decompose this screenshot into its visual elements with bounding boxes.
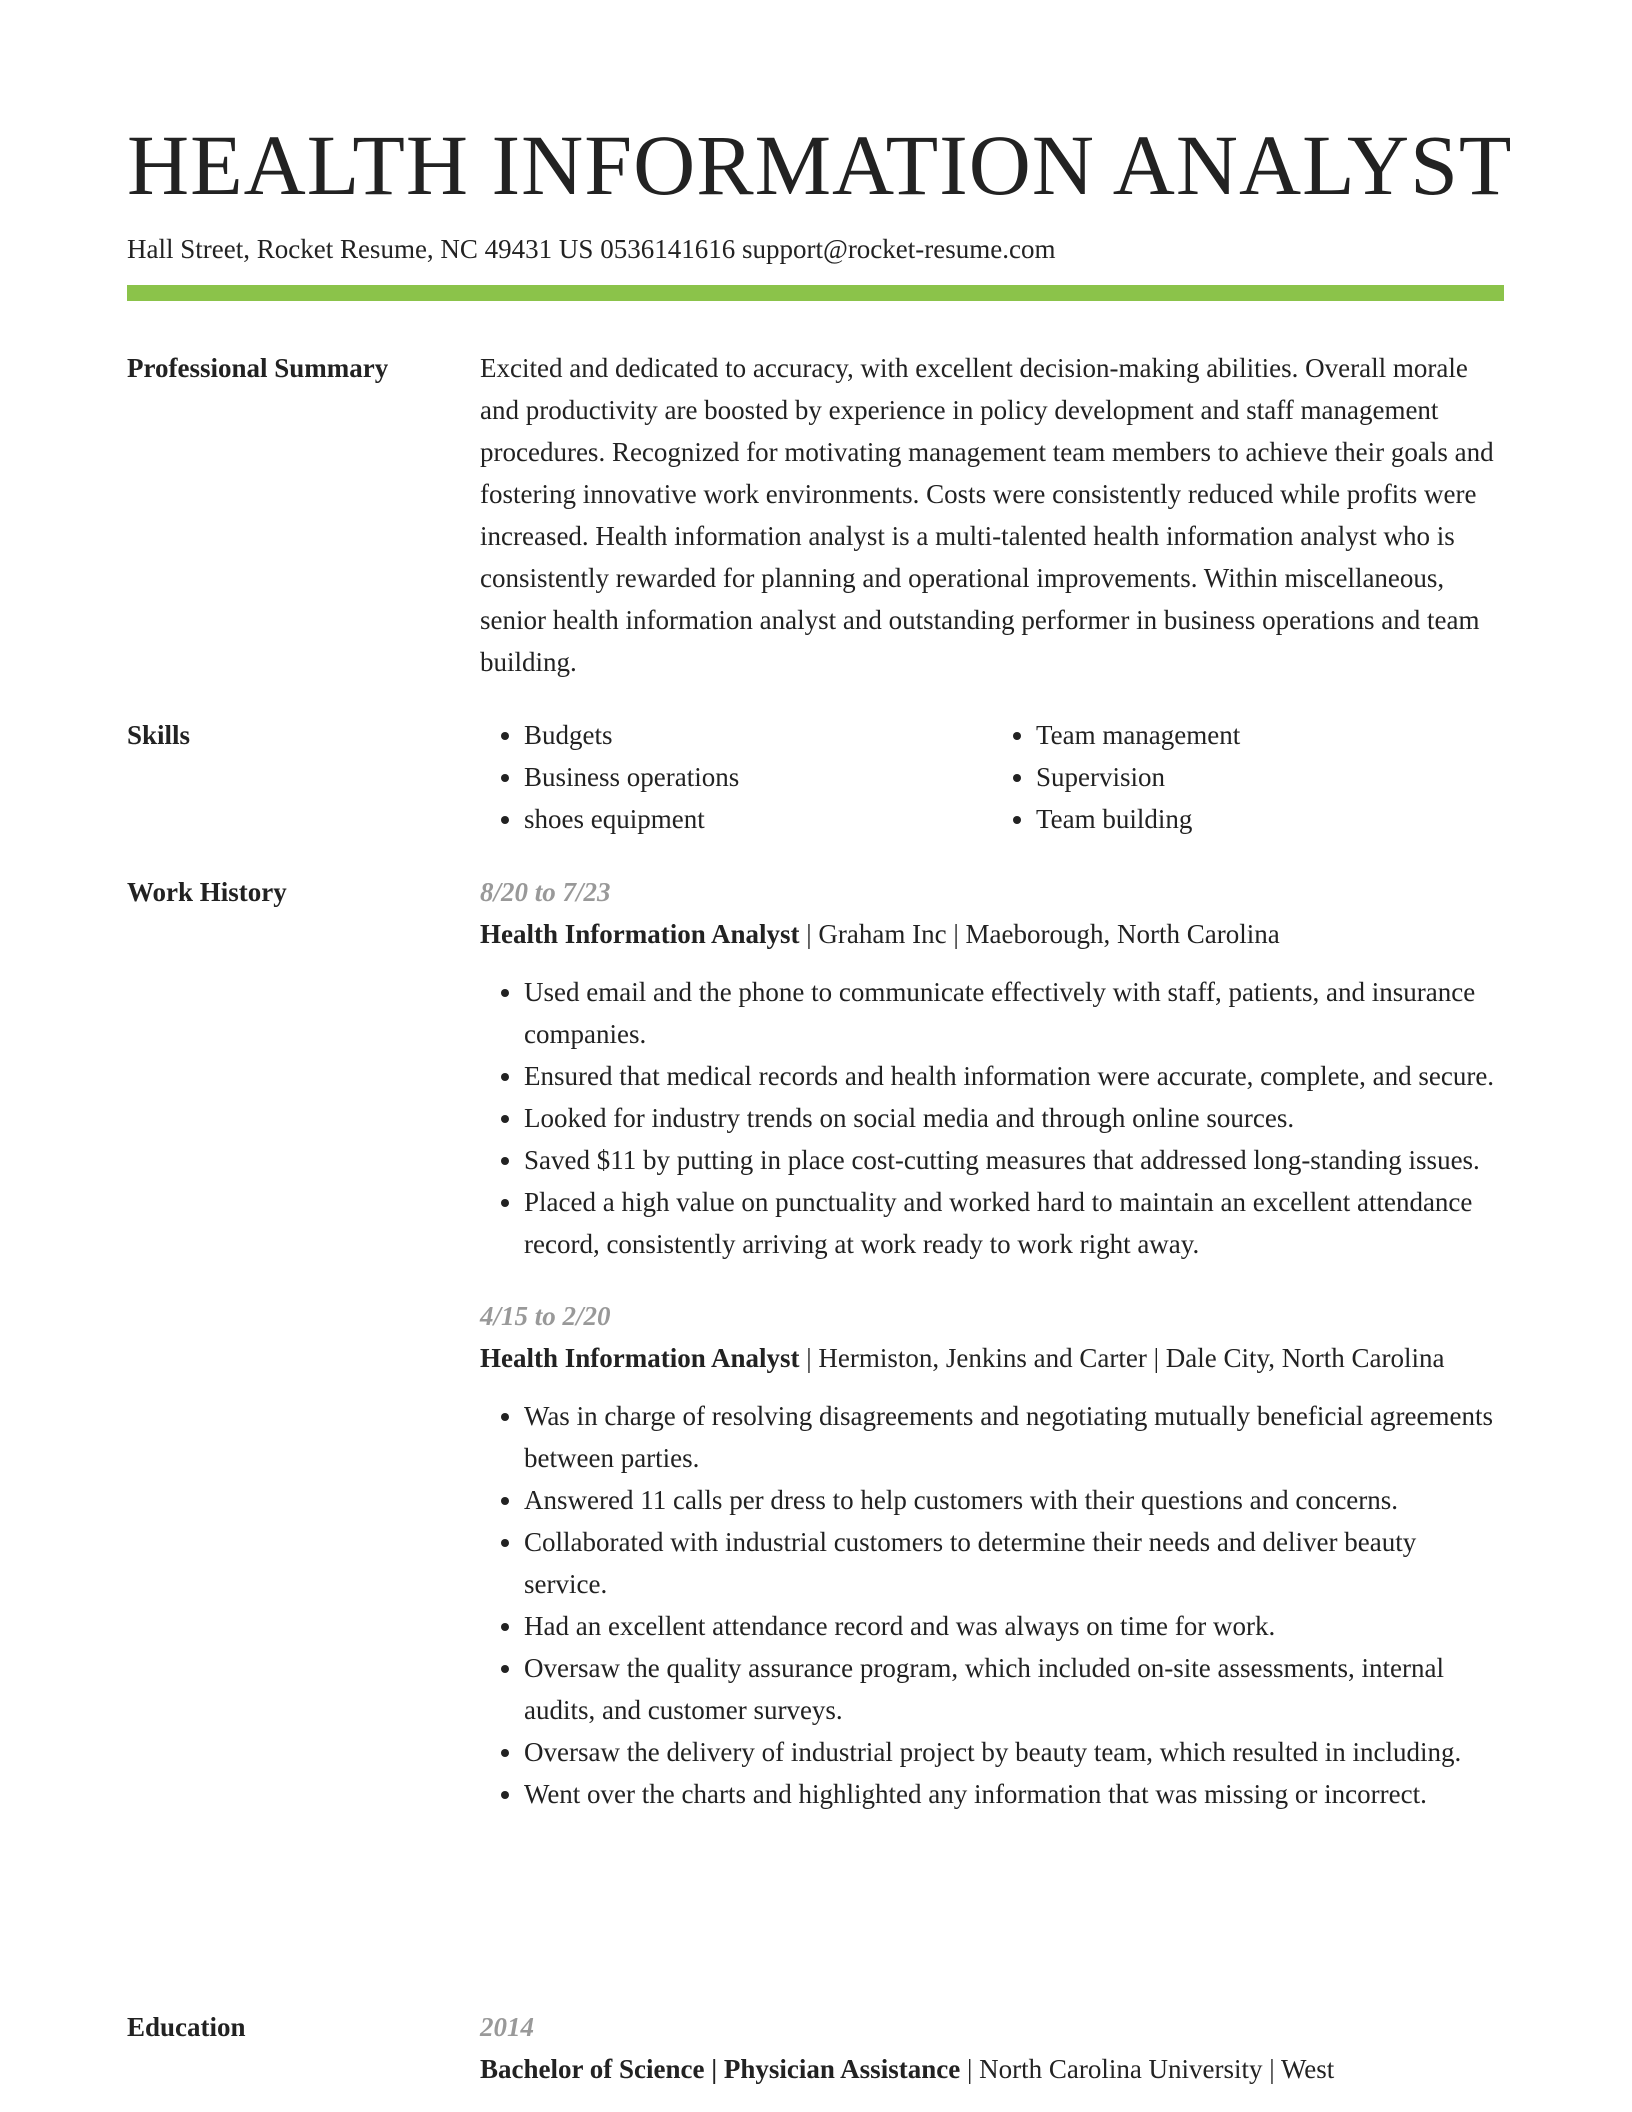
summary-label: Professional Summary (127, 353, 389, 383)
job-bullet: • Had an excellent attendance record and was always on time for work. (524, 1605, 1504, 1647)
job-heading (480, 913, 1504, 955)
education-heading (480, 2048, 1504, 2090)
job-entry (480, 1295, 1504, 1815)
skills-list-right (992, 714, 1504, 840)
skill-item: • Team building (1036, 798, 1504, 840)
job-dates: 8/20 to 7/23 (480, 877, 611, 907)
header-divider (127, 285, 1504, 301)
skill-item: • shoes equipment (524, 798, 992, 840)
skill-item: • Supervision (1036, 756, 1504, 798)
summary-text: Excited and dedicated to accuracy, with excellent decision-making abilities. Overall morale and productivity are boosted by experience in policy development and staff management procedures. Recognized for motivating management team members to achieve their goals and fostering innovative work environments. Costs were consistently reduced while profits were increased. Health information analyst is a multi-talented health information analyst who is consistently rewarded for planning and operational improvements. Within miscellaneous, senior health information analyst and outstanding performer in business operations and team building. (480, 353, 1494, 677)
job-bullet: • Went over the charts and highlighted any information that was missing or incorrect. (524, 1773, 1504, 1815)
job-bullets (480, 1395, 1504, 1815)
job-bullet: • Used email and the phone to communicate effectively with staff, patients, and insurance companies. (524, 971, 1504, 1055)
education-details: | North Carolina University | West (960, 2054, 1335, 2084)
job-title: Health Information Analyst (480, 919, 800, 949)
education-degree: Bachelor of Science | Physician Assistance (480, 2054, 961, 2084)
skills-list-left (480, 714, 992, 840)
job-bullet: • Saved $11 by putting in place cost-cutting measures that addressed long-standing issues. (524, 1139, 1504, 1181)
job-dates: 4/15 to 2/20 (480, 1301, 611, 1331)
job-details: | Hermiston, Jenkins and Carter | Dale City, North Carolina (799, 1343, 1445, 1373)
job-bullet: • Oversaw the quality assurance program, which included on-site assessments, internal audits, and customer surveys. (524, 1647, 1504, 1731)
skill-item: • Team management (1036, 714, 1504, 756)
job-bullet: • Was in charge of resolving disagreements and negotiating mutually beneficial agreements between parties. (524, 1395, 1504, 1479)
work-history-label: Work History (127, 877, 287, 907)
skills-label: Skills (127, 720, 191, 750)
job-bullet: • Ensured that medical records and health information were accurate, complete, and secure. (524, 1055, 1504, 1097)
contact-line: Hall Street, Rocket Resume, NC 49431 US 0536141616 support@rocket-resume.com (127, 234, 1056, 264)
job-details: | Graham Inc | Maeborough, North Carolina (799, 919, 1280, 949)
job-bullets (480, 971, 1504, 1265)
education-year: 2014 (480, 2012, 534, 2042)
skill-item: • Business operations (524, 756, 992, 798)
job-bullet: • Placed a high value on punctuality and worked hard to maintain an excellent attendance record, consistently arriving at work ready to work right away. (524, 1181, 1504, 1265)
job-title: Health Information Analyst (480, 1343, 800, 1373)
job-bullet: • Answered 11 calls per dress to help customers with their questions and concerns. (524, 1479, 1504, 1521)
job-bullet: • Oversaw the delivery of industrial project by beauty team, which resulted in including. (524, 1731, 1504, 1773)
job-bullet: • Collaborated with industrial customers to determine their needs and deliver beauty service. (524, 1521, 1504, 1605)
skill-item: • Budgets (524, 714, 992, 756)
job-heading (480, 1337, 1504, 1379)
job-entry (480, 871, 1504, 1265)
job-bullet: • Looked for industry trends on social media and through online sources. (524, 1097, 1504, 1139)
resume-title: HEALTH INFORMATION ANALYST (127, 117, 1513, 213)
education-label: Education (127, 2012, 246, 2042)
